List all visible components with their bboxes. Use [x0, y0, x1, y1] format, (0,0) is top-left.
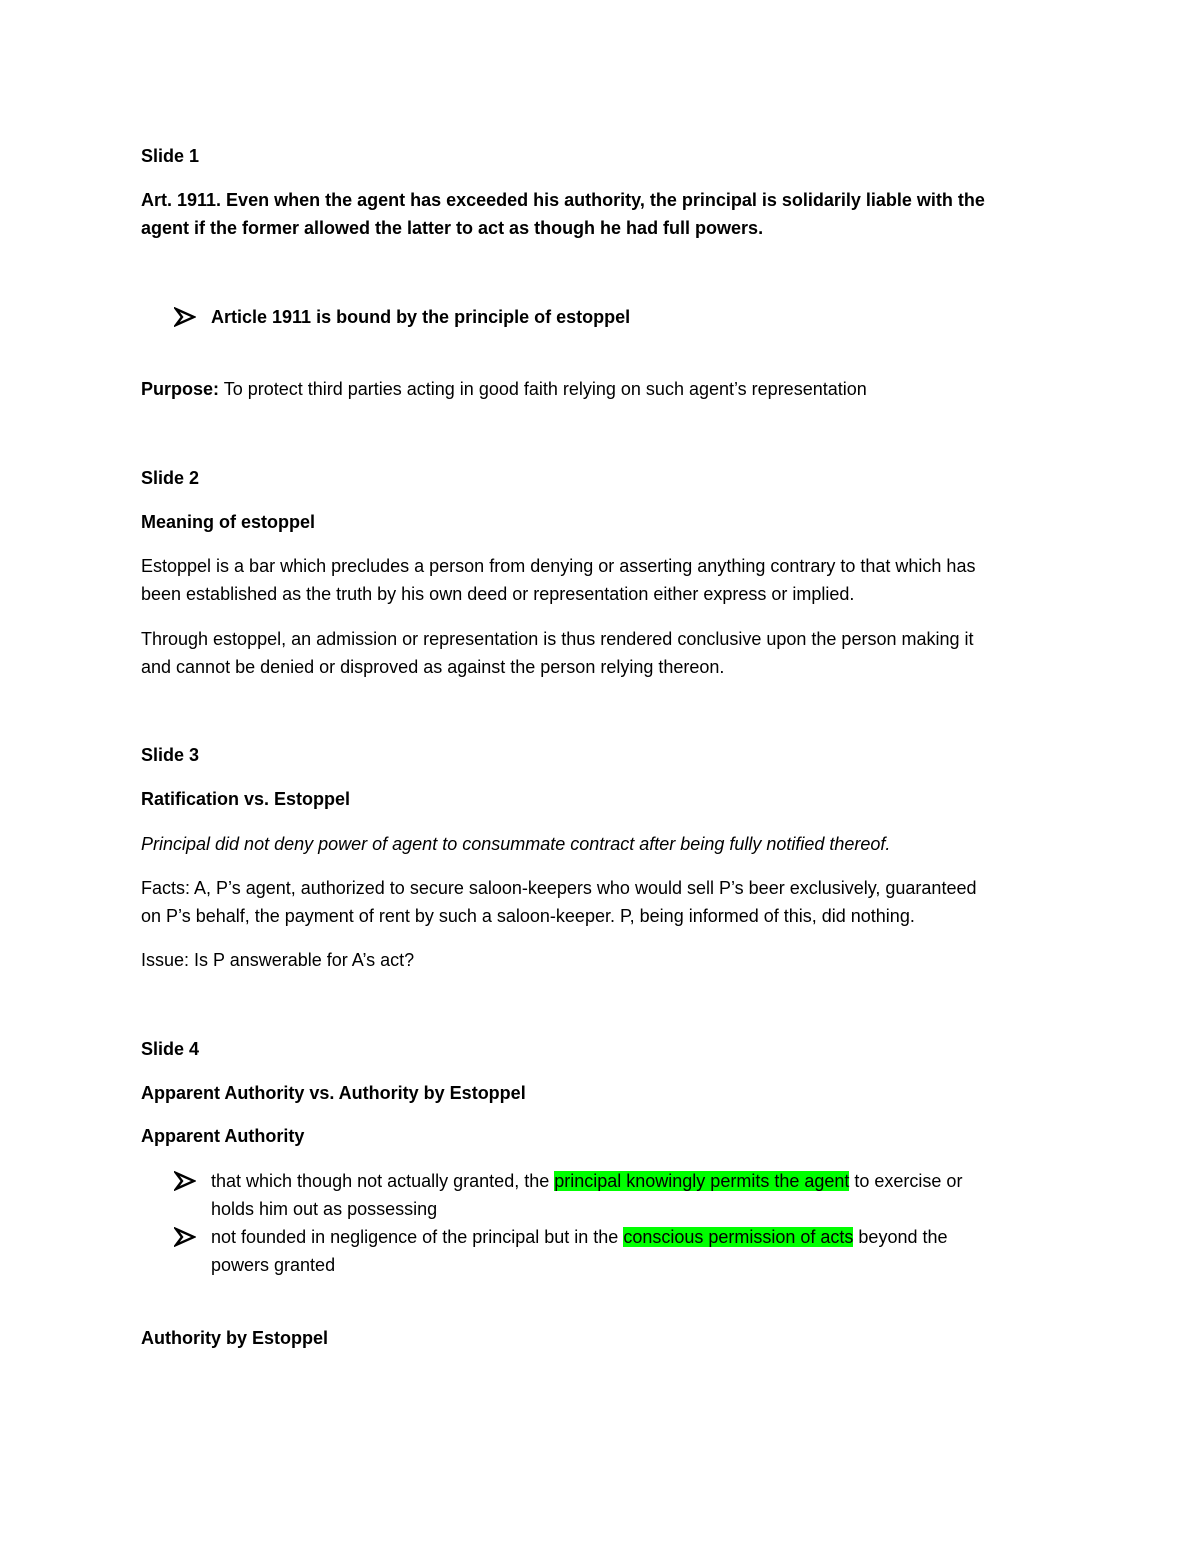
ratification-vs-estoppel-title: Ratification vs. Estoppel: [141, 789, 351, 809]
bullet-1-text-pre: that which though not actually granted, the: [211, 1171, 555, 1191]
estoppel-effect-line-1: Through estoppel, an admission or representation is thus rendered conclusive upon the person making it: [141, 629, 974, 649]
purpose-label: Purpose:: [141, 379, 220, 399]
estoppel-effect-line-2: and cannot be denied or disproved as against the person relying thereon.: [141, 657, 725, 677]
estoppel-definition-line-1: Estoppel is a bar which precludes a person from denying or asserting anything contrary to that which has: [141, 556, 976, 576]
issue-line: Issue: Is P answerable for A’s act?: [141, 950, 415, 970]
bullet-1-text-post: to exercise or: [849, 1171, 963, 1191]
apparent-authority-bullet-1: [211, 1167, 962, 1195]
arrowhead-bullet-icon: [174, 1171, 196, 1191]
arrowhead-bullet-icon: [174, 1227, 196, 1247]
principal-did-not-deny-line: Principal did not deny power of agent to consummate contract after being fully notified thereof.: [141, 834, 891, 854]
facts-line-1: Facts: A, P’s agent, authorized to secure saloon-keepers who would sell P’s beer exclusively, guaranteed: [141, 878, 977, 898]
apparent-authority-bullet-2-line-2: powers granted: [211, 1255, 336, 1275]
apparent-authority-subtitle: Apparent Authority: [141, 1126, 305, 1146]
meaning-of-estoppel-title: Meaning of estoppel: [141, 512, 316, 532]
purpose-text: To protect third parties acting in good faith relying on such agent’s representation: [219, 379, 867, 399]
apparent-authority-bullet-1-line-2: holds him out as possessing: [211, 1199, 438, 1219]
bullet-2-text-post: beyond the: [853, 1227, 948, 1247]
article-1911-line-1: Art. 1911. Even when the agent has exceeded his authority, the principal is solidarily liable with the: [141, 190, 985, 210]
slide-3-heading: Slide 3: [141, 745, 200, 765]
slide-4-heading: Slide 4: [141, 1039, 200, 1059]
highlight-conscious-permission: conscious permission of acts: [623, 1227, 854, 1247]
arrowhead-bullet-icon: [174, 307, 196, 327]
slide-1-heading: Slide 1: [141, 146, 200, 166]
article-1911-line-2: agent if the former allowed the latter to act as though he had full powers.: [141, 218, 764, 238]
authority-by-estoppel-subtitle: Authority by Estoppel: [141, 1328, 329, 1348]
purpose-line: [141, 375, 867, 403]
bullet-2-text-pre: not founded in negligence of the principal but in the: [211, 1227, 624, 1247]
highlight-principal-knowingly-permits: principal knowingly permits the agent: [554, 1171, 850, 1191]
estoppel-definition-line-2: been established as the truth by his own deed or representation either express or implied.: [141, 584, 855, 604]
apparent-vs-estoppel-title: Apparent Authority vs. Authority by Estoppel: [141, 1083, 526, 1103]
estoppel-principle-bullet: Article 1911 is bound by the principle of estoppel: [211, 307, 631, 327]
apparent-authority-bullet-2: [211, 1223, 948, 1251]
slide-2-heading: Slide 2: [141, 468, 200, 488]
facts-line-2: on P’s behalf, the payment of rent by such a saloon-keeper. P, being informed of this, did nothing.: [141, 906, 915, 926]
